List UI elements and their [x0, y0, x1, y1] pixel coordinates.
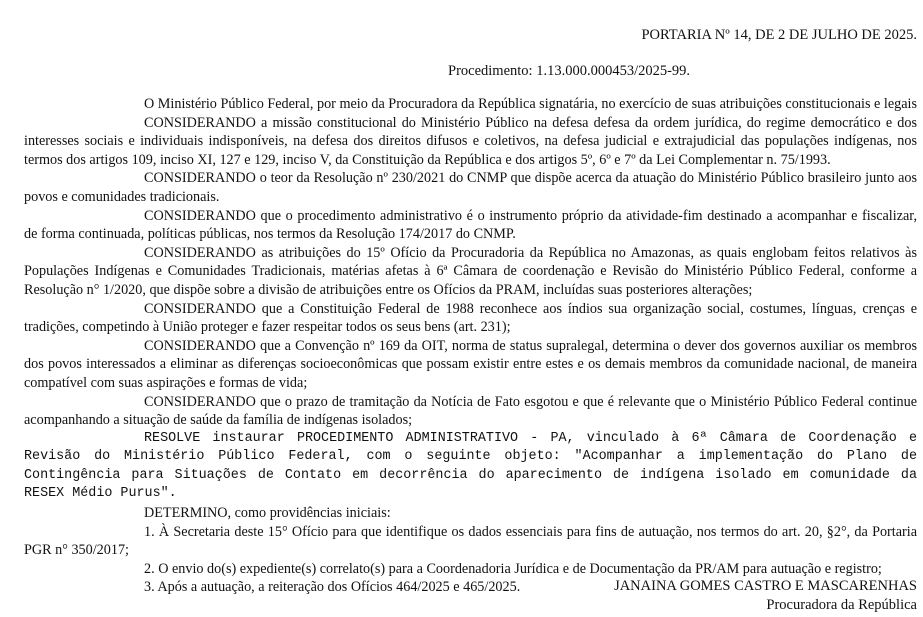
signatory-name: JANAINA GOMES CASTRO E MASCARENHAS: [614, 578, 917, 594]
considerando-paragraph: CONSIDERANDO que a Convenção nº 169 da OIT, norma de status supralegal, determina o dever dos governos auxiliar os membros dos povos interessados a eliminar as diferenças socioeconômicas que possam existir entre estes e os demais membros da comunidade nacional, de maneira compatível com suas aspirações e formas de vida;: [24, 337, 917, 391]
considerando-paragraph: CONSIDERANDO o teor da Resolução nº 230/2021 do CNMP que dispõe acerca da atuação do Ministério Público brasileiro junto aos povos e comunidades tradicionais.: [24, 170, 917, 205]
determino-paragraph: DETERMINO, como providências iniciais:: [144, 505, 391, 522]
signature-block: [614, 577, 917, 615]
determination-item: 1. À Secretaria deste 15° Ofício para que identifique os dados essenciais para fins de autuação, nos termos do art. 20, §2°, da Portaria PGR n° 350/2017;: [24, 523, 917, 559]
considerando-paragraph: CONSIDERANDO a missão constitucional do Ministério Público na defesa defesa da ordem jurídica, do regime democrático e dos interesses sociais e individuais indisponíveis, na defesa dos direitos difusos e coletivos, na defesa judicial e extrajudicial das populações indígenas, nos termos dos artigos 109, inciso XI, 127 e 129, inciso V, da Constituição da República e dos artigos 5º, 6º e 7º da Lei Complementar n. 75/1993.: [24, 114, 917, 168]
signatory-role: Procuradora da República: [766, 597, 917, 613]
intro-paragraph: O Ministério Público Federal, por meio da Procuradora da República signatária, no exercício de suas atribuições constitucionais e legais: [144, 96, 917, 112]
document-body: [24, 95, 917, 597]
determination-item: 3. Após a autuação, a reiteração dos Ofícios 464/2025 e 465/2025.: [144, 579, 521, 596]
considerando-paragraph: CONSIDERANDO as atribuições do 15º Ofício da Procuradoria da República no Amazonas, as quais englobam feitos relativos às Populações Indígenas e Comunidades Tradicionais, matérias afetas à 6ª Câmara de coordenação e Revisão do Ministério Público Federal, conforme a Resolução n° 1/2020, que dispõe sobre a divisão de atribuições entre os Ofícios da PRAM, incluídas suas posteriores alterações;: [24, 244, 917, 298]
document-page: [24, 0, 917, 617]
considerando-paragraph: CONSIDERANDO que o prazo de tramitação da Notícia de Fato esgotou e que é relevante que o Ministério Público Federal continue acompanhando a situação de saúde da família de indígenas isolados;: [24, 393, 917, 429]
determination-item: 2. O envio do(s) expediente(s) correlato(s) para a Coordenadoria Jurídica e de Documentação da PR/AM para autuação e registro;: [144, 560, 882, 577]
procedimento-number: Procedimento: 1.13.000.000453/2025-99.: [448, 63, 691, 79]
considerando-paragraph: CONSIDERANDO que o procedimento administrativo é o instrumento próprio da atividade-fim destinado a acompanhar e fiscalizar, de forma continuada, políticas públicas, nos termos da Resolução 174/2017 do CNMP.: [24, 207, 917, 243]
resolve-paragraph: RESOLVE instaurar PROCEDIMENTO ADMINISTRATIVO - PA, vinculado à 6ª Câmara de Coordenação e Revisão do Ministério Público Federal, com o seguinte objeto: "Acompanhar a implementação do Plano de Contingência para Situações de Contato em decorrência do aparecimento de indígena isolado em comunidade da RESEX Médio Purus".: [24, 430, 917, 502]
considerando-paragraph: CONSIDERANDO que a Constituição Federal de 1988 reconhece aos índios sua organização social, costumes, línguas, crenças e tradições, competindo à União proteger e fazer respeitar todos os seus bens (art. 231);: [24, 300, 917, 336]
portaria-title: PORTARIA Nº 14, DE 2 DE JULHO DE 2025.: [641, 27, 917, 43]
